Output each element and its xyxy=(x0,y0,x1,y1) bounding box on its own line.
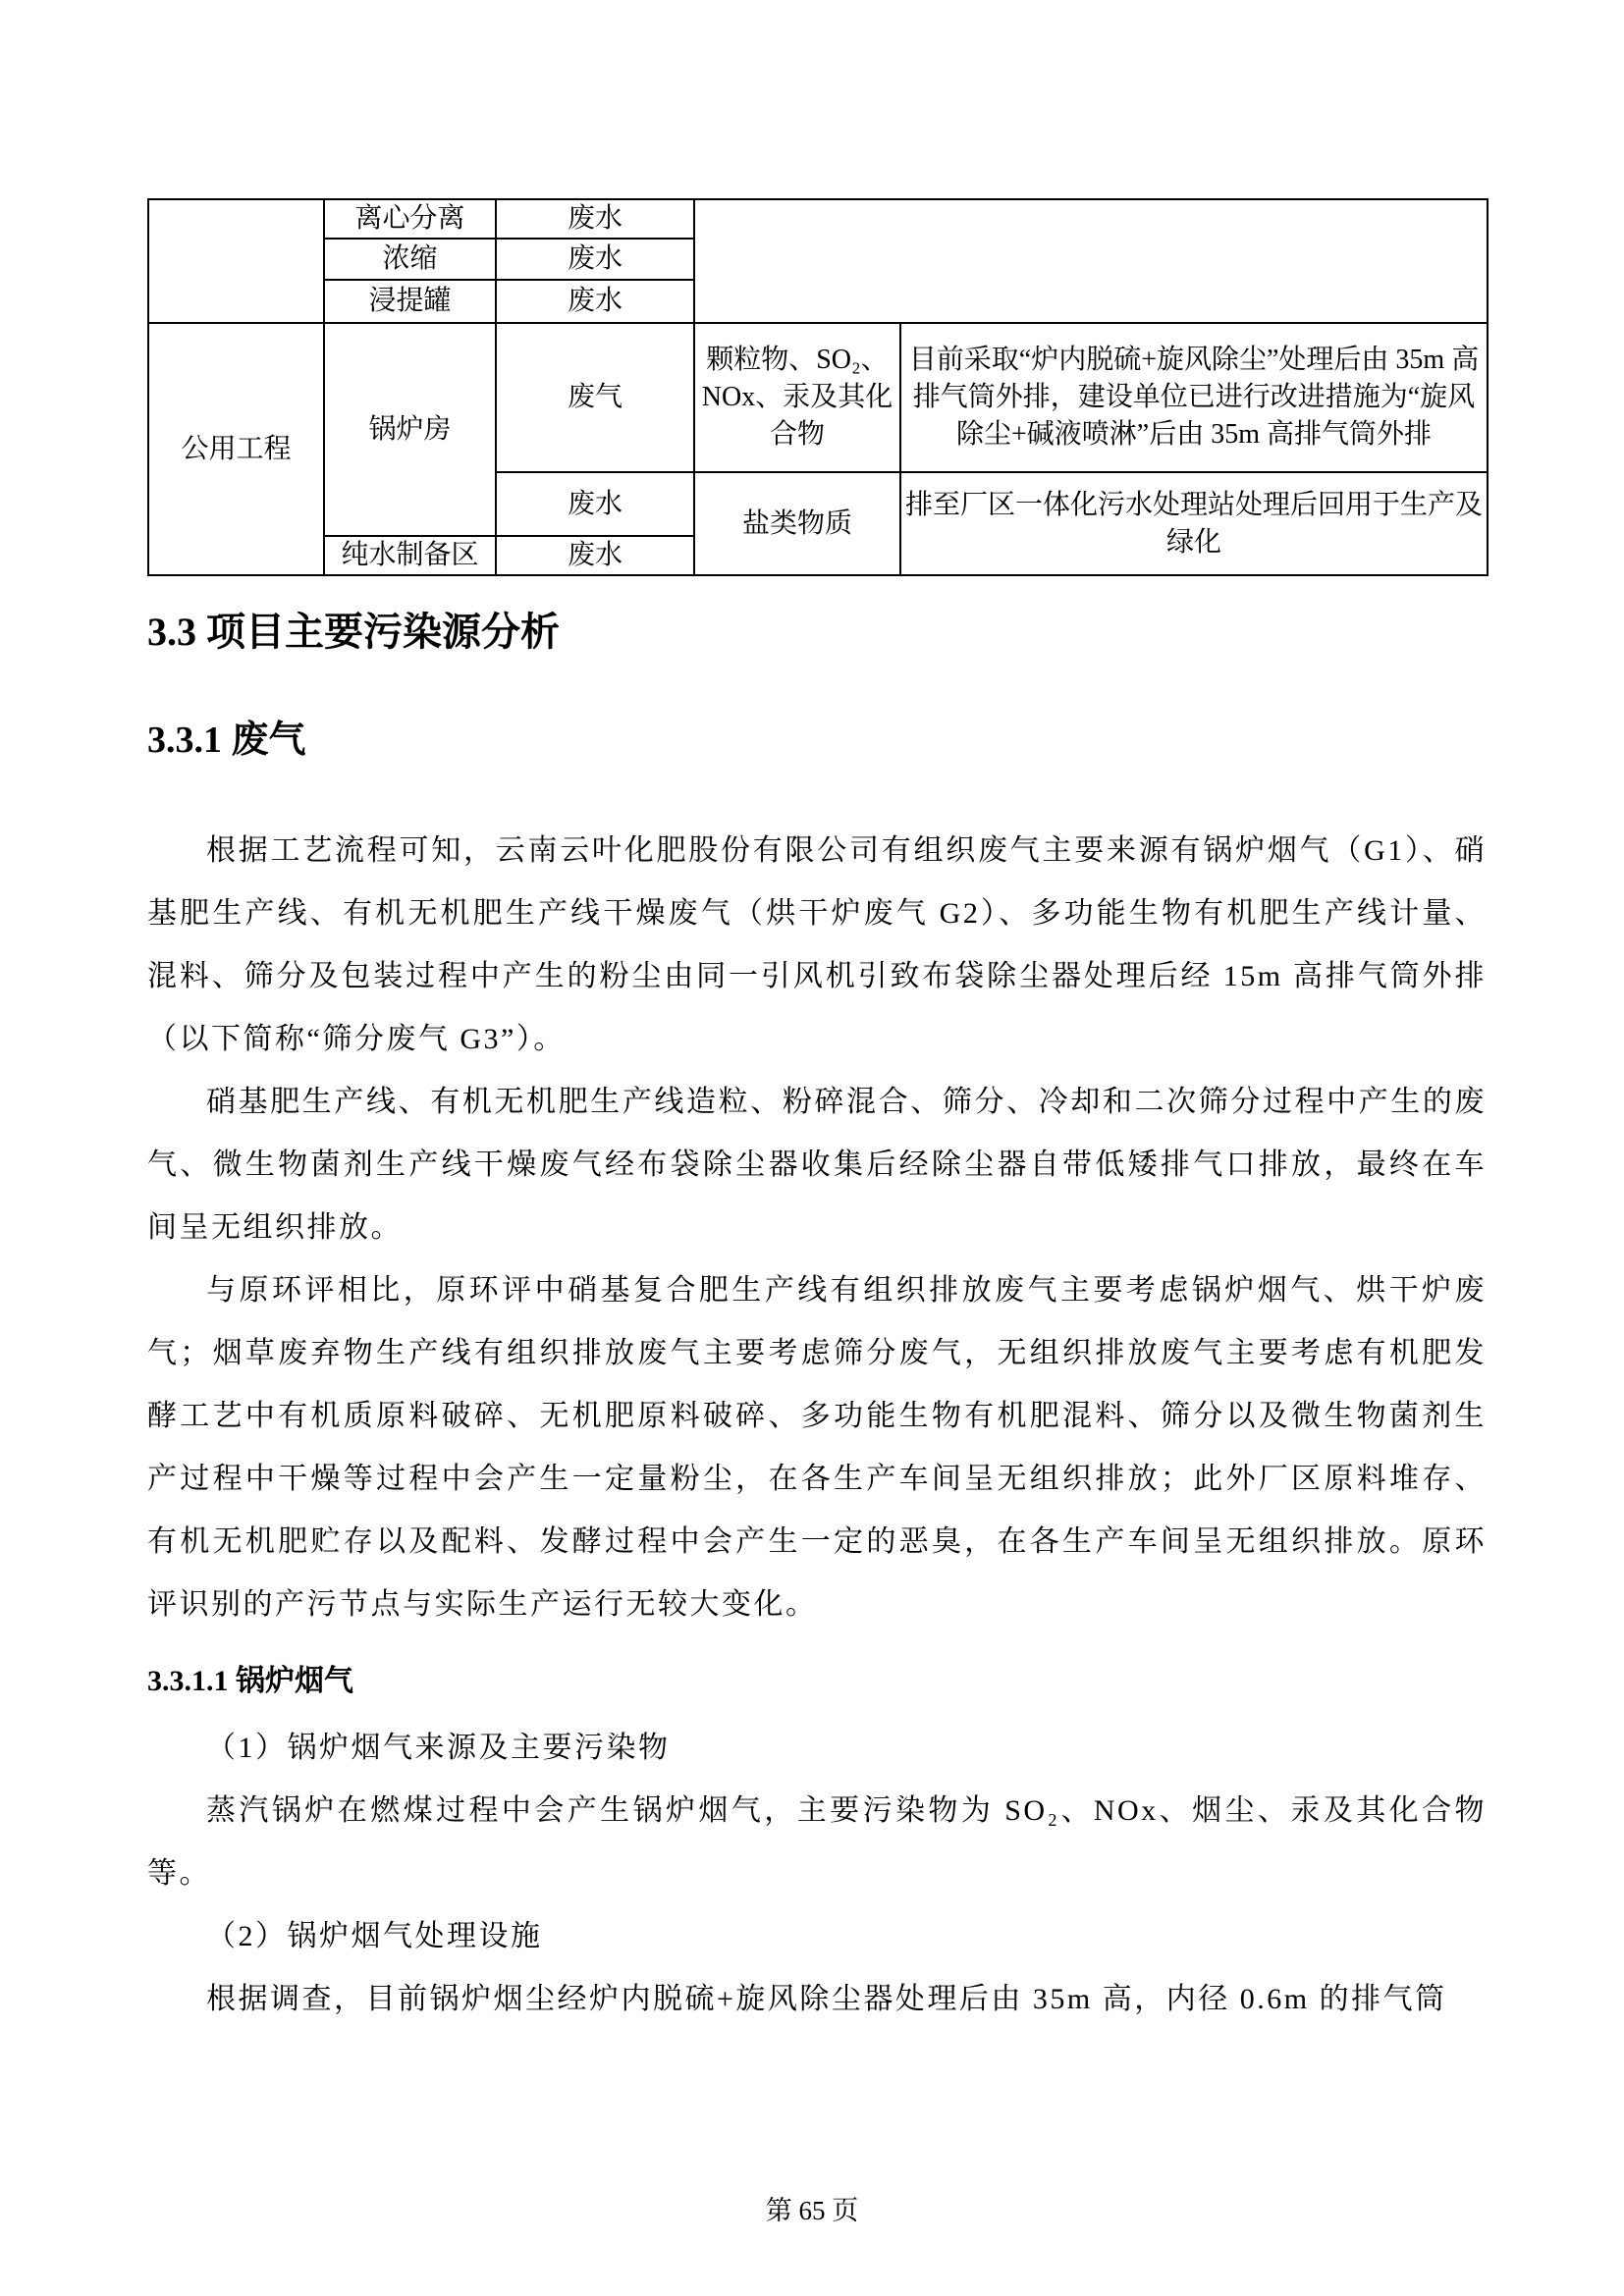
paragraph-eia-comparison: 与原环评相比，原环评中硝基复合肥生产线有组织排放废气主要考虑锅炉烟气、烘干炉废气；烟草废弃物生产线有组织排放废气主要考虑筛分废气，无组织排放废气主要考虑有机肥发酵工艺中有机质原料破碎、无机肥原料破碎、多功能生物有机肥混料、筛分以及微生物菌剂生产过程中干燥等过程中会产生一定量粉尘，在各生产车间呈无组织排放；此外厂区原料堆存、有机无机肥贮存以及配料、发酵过程中会产生一定的恶臭，在各生产车间呈无组织排放。原环评识别的产污节点与实际生产运行无较大变化。 xyxy=(147,1274,1487,1621)
cell-pollutant-type: 废气 xyxy=(496,323,694,472)
paragraph-boiler-treatment: 根据调查，目前锅炉烟尘经炉内脱硫+旋风除尘器处理后由 35m 高，内径 0.6m 的排气筒 xyxy=(206,1983,1447,2015)
cell-wastewater-measure: 排至厂区一体化污水处理站处理后回用于生产及绿化 xyxy=(900,472,1488,575)
cell-pollutant-type: 废水 xyxy=(496,280,694,323)
cell-pollutant-type: 废水 xyxy=(496,199,694,239)
cell-process: 浓缩 xyxy=(324,239,496,280)
section-heading-3-3-1-1: 3.3.1.1 锅炉烟气 xyxy=(147,1665,353,1697)
cell-category: 公用工程 xyxy=(148,323,324,575)
list-item-1: （1）锅炉烟气来源及主要污染物 xyxy=(206,1732,671,1764)
cell-merged-empty xyxy=(694,199,1488,323)
section-heading-3-3: 3.3 项目主要污染源分析 xyxy=(147,610,560,654)
page-content xyxy=(147,0,1487,2031)
cell-process: 浸提罐 xyxy=(324,280,496,323)
cell-boiler-room: 锅炉房 xyxy=(324,323,496,536)
table-row xyxy=(148,323,1488,472)
table-row xyxy=(148,199,1488,239)
cell-pollutant-type: 废水 xyxy=(496,536,694,575)
pollution-source-table xyxy=(147,198,1489,576)
body-text xyxy=(147,820,1487,1636)
cell-flue-pollutants: 颗粒物、SO₂、NOx、汞及其化合物 xyxy=(694,323,900,472)
paragraph-unorganized-emission: 硝基肥生产线、有机无机肥生产线造粒、粉碎混合、筛分、冷却和二次筛分过程中产生的废气、微生物菌剂生产线干燥废气经布袋除尘器收集后经除尘器自带低矮排气口排放，最终在车间呈无组织排放。 xyxy=(147,1086,1487,1244)
cell-category-empty xyxy=(148,199,324,323)
page-number: 第 65 页 xyxy=(765,2196,859,2225)
cell-flue-measure: 目前采取“炉内脱硫+旋风除尘”处理后由 35m 高排气筒外排，建设单位已进行改进措施为“旋风除尘+碱液喷淋”后由 35m 高排气筒外排 xyxy=(900,323,1488,472)
cell-salt-pollutant: 盐类物质 xyxy=(694,472,900,575)
cell-pollutant-type: 废水 xyxy=(496,472,694,536)
cell-pure-water-area: 纯水制备区 xyxy=(324,536,496,575)
section-heading-3-3-1: 3.3.1 废气 xyxy=(147,720,306,761)
paragraph-waste-gas-sources: 根据工艺流程可知，云南云叶化肥股份有限公司有组织废气主要来源有锅炉烟气（G1）、硝基肥生产线、有机无机肥生产线干燥废气（烘干炉废气 G2）、多功能生物有机肥生产线计量、混料、筛分及包装过程中产生的粉尘由同一引风机引致布袋除尘器处理后经 15m 高排气筒外排（以下简称“筛分废气 G3”）。 xyxy=(147,834,1487,1055)
paragraph-boiler-pollutants: 蒸汽锅炉在燃煤过程中会产生锅炉烟气，主要污染物为 SO₂、NOx、烟尘、汞及其化合物等。 xyxy=(147,1794,1487,1890)
cell-process: 离心分离 xyxy=(324,199,496,239)
cell-pollutant-type: 废水 xyxy=(496,239,694,280)
list-item-2: （2）锅炉烟气处理设施 xyxy=(206,1920,543,1952)
